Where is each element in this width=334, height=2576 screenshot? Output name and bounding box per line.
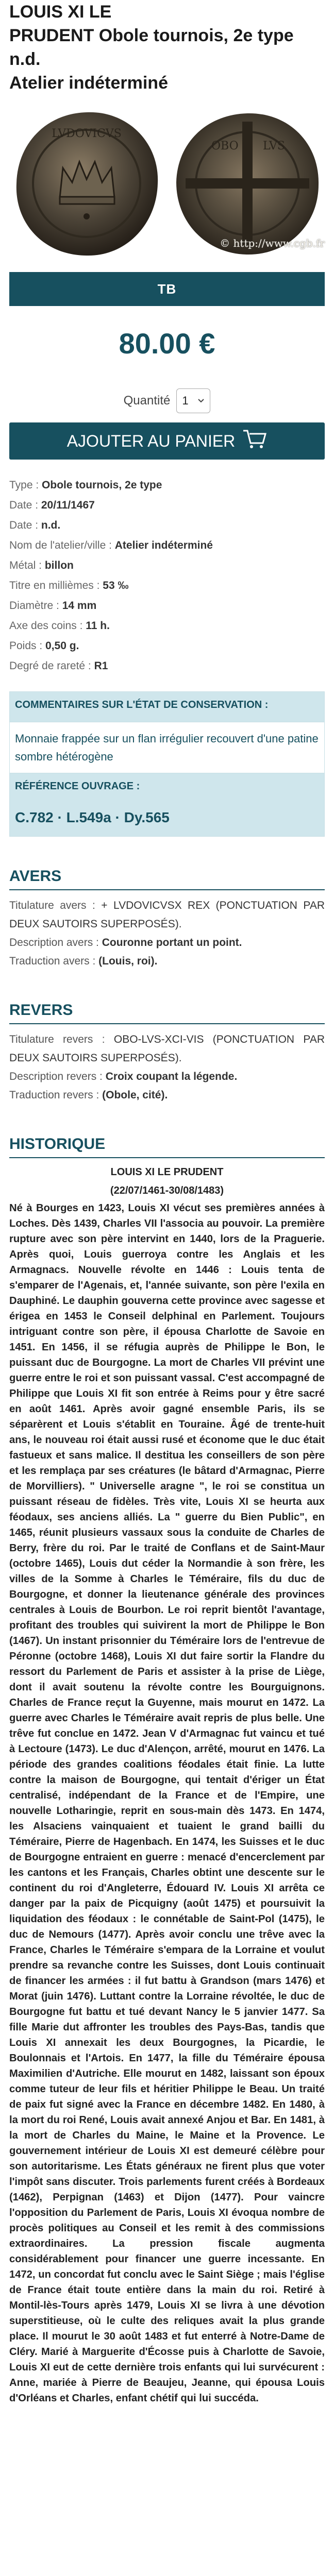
attr-weight: Poids : 0,50 g. [9,640,79,652]
historique-divider [9,1157,325,1158]
attr-axis: Axe des coins : 11 h. [9,620,110,632]
revers-titulature: Titulature revers : OBO-LVS-XCI-VIS (PONCTUATION PAR DEUX SAUTOIRS SUPERPOSÉS). [9,1033,325,1064]
conservation-text: Monnaie frappée sur un flan irrégulier recouvert d'une patine sombre hétérogène [10,722,324,773]
cart-icon [242,429,267,453]
quantity-select[interactable] [176,388,210,413]
historique-text: Né à Bourges en 1423, Louis XI vécut ses premières années à Loches. Dès 1439, Charles VII l'associa au pouvoir. La première rupture avec son père intervint en 1440, lors de la Praguerie. Après quoi, Louis guerroya contre les Anglais et les Armagnacs. Nouvelle révolte en 1446 : Louis tenta de s'emparer de l'Agenais, et, l'année suivante, son père l'exila en Dauphiné. Le dauphin gouverna cette province avec sagesse et érigea en 1453 le Conseil delphinal en Parlement. Toujours intriguant contre son père, il épousa Charlotte de Savoie en 1451. En 1456, il se réfugia auprès de Philippe le Bon, le puissant duc de Bourgogne. La mort de Charles VII prévint une guerre entre le roi et son puissant vassal. C'est accompagné de Philippe que Louis XI fit son entrée à Reims pour y être sacré en août 1461. Après avoir gagné ensemble Paris, ils se séparèrent et Louis s'établit en Touraine. Âgé de trente-huit ans, le nouveau roi était aussi rusé et économe que le duc était fastueux et sans malice. Il destitua les conseillers de son père et les remplaça par ses créatures (le bâtard d'Armagnac, Pierre de Morvilliers). " Universelle aragne ", le roi se constitua un puissant réseau de fidèles. Très vite, Louis XI se heurta aux féodaux, ses anciens alliés. La " guerre du Bien Public", en 1465, réunit plusieurs vassaux sous la conduite de Charles de Berry, frère du roi. Par le traité de Conflans et de Saint-Maur (octobre 1465), Louis dut céder la Normandie à son frère, les villes de la Somme à Charles le Téméraire, fils du duc de Bourgogne, et donner la lieutenance générale des provinces centrales à Louis de Bourbon. Le roi reprit bientôt l'avantage, profitant des troubles qui suivirent la mort de Philippe le Bon (1467). Un instant prisonnier du Téméraire lors de l'entrevue de Péronne (octobre 1468), Louis XI dut faire sortir la Flandre du ressort du Parlement de Paris et assister à la prise de Liège, dont il avait soutenu la révolte contre les Bourguignons. Charles de France reçut la Guyenne, mais mourut en 1472. La guerre avec Charles le Téméraire avait repris de plus belle. Une trêve fut conclue en 1472. Jean V d'Armagnac fut vaincu et tué à Lectoure (1473). Le duc d'Alençon, arrêté, mourut en 1476. La période des grandes coalitions féodales était finie. La lutte contre la maison de Bourgogne, qui tentait d'ériger un État centralisé, indépendant de la France et de l'Empire, une nouvelle Lotharingie, reprit en sous-main dès 1473. En 1474, les Alsaciens vainquaient et tuaient le grand bailli du Téméraire, Pierre de Hagenbach. En 1474, les Suisses et le duc de Bourgogne entraient en guerre : menacé d'encerclement par les cantons et les Français, Charles obtint une descente sur le continent du roi d'Angleterre, Édouard IV. Louis XI arrêta ce danger par la paix de Picquigny (août 1475) et poursuivit la liquidation des féodaux : le connétable de Saint-Pol (1475), le duc de Nemours (1477). Après avoir conclu une trêve avec la France, Charles le Téméraire s'empara de la Lorraine et voulut prendre sa revanche contre les Suisses, dont Louis continuait de financer les armées : il fut battu à Grandson (mars 1476) et Morat (juin 1476). Luttant contre la Lorraine révoltée, le duc de Bourgogne fut battu et tué devant Nancy le 5 janvier 1477. Sa fille Marie dut affronter les troubles des Pays-Bas, tandis que Louis XI annexait les deux Bourgognes, la Picardie, le Boulonnais et l'Artois. En 1477, la fille du Téméraire épousa Maximilien d'Autriche. Elle mourut en 1482, laissant son époux comme tuteur de leur fils et héritier Philippe le Beau. Un traité de paix fut signé avec la France en décembre 1482. En 1480, à la mort du roi René, Louis avait annexé Anjou et Bar. En 1481, à la mort de Charles du Maine, le Maine et la Provence. Le gouvernement intérieur de Louis XI est demeuré célèbre pour son autoritarisme. Les États généraux ne firent plus que voter l'impôt sans discuter. Trois parlements furent créés à Bordeaux (1462), Perpignan (1463) et Dijon (1477). Pour vaincre l'opposition du Parlement de Paris, Louis XI évoqua nombre de procès politiques au Conseil et les remit à des commissions extraordinaires. La pression fiscale augmenta considérablement pour financer une guerre incessante. En 1472, un concordat fut conclu avec le Saint Siège ; mais l'église de France était toute entière dans la main du roi. Retiré à Montil-lès-Tours après 1479, Louis XI se livra à une dévotion superstitieuse, où le culte des reliques avait la plus grande place. Il mourut le 30 août 1483 et fut enterré à Notre-Dame de Cléry. Marié à Marguerite d'Écosse puis à Charlotte de Savoie, Louis XI eut de cette dernière trois enfants qui lui survécurent : Anne, mariée à Pierre de Beaujeu, Jeanne, qui épousa Louis d'Orléans et Charles, enfant chétif qui lui succéda. [9,1202,325,2404]
historique-name: LOUIS XI LE PRUDENT [110,1166,224,1178]
quantity-row [9,385,325,416]
price: 80.00 € [119,327,215,360]
attr-mint: Nom de l'atelier/ville : Atelier indéterminé [9,539,213,551]
attr-diameter: Diamètre : 14 mm [9,600,97,612]
crown-icon [9,106,164,261]
conservation-heading: COMMENTAIRES SUR L'ÉTAT DE CONSERVATION : [10,692,324,722]
quantity-value: 1 [182,394,189,407]
conservation-box [9,691,325,837]
attr-metal: Métal : billon [9,560,74,571]
chevron-down-icon [197,394,205,408]
reference-values: C.782 · L.549a · Dy.565 [10,803,324,836]
watermark: © http://www.cgb.fr [220,237,325,249]
quantity-label: Quantité [123,394,171,408]
coin-obverse-image[interactable] [9,106,164,261]
attr-date-2: Date : n.d. [9,519,61,531]
add-to-cart-button[interactable] [9,422,325,460]
title-line-3: Atelier indéterminé [9,73,168,93]
avers-divider [9,889,325,890]
avers-description: Description avers : Couronne portant un point. [9,937,242,948]
historique-dates: (22/07/1461-30/08/1483) [110,1185,224,1196]
attr-fineness: Titre en millièmes : 53 ‰ [9,580,129,591]
attr-date: Date : 20/11/1467 [9,499,95,511]
revers-traduction: Traduction revers : (Obole, cité). [9,1089,168,1101]
grade-badge: TB [9,272,325,306]
add-to-cart-label: AJOUTER AU PANIER [66,431,236,450]
svg-text:LVS: LVS [263,140,285,152]
attr-type: Type : Obole tournois, 2e type [9,479,162,491]
attribute-list [9,475,325,676]
product-title [9,0,325,95]
svg-text:OBO: OBO [211,140,239,152]
svg-text:LVDOVICVS: LVDOVICVS [52,127,122,140]
revers-divider [9,1023,325,1024]
reference-heading: RÉFÉRENCE OUVRAGE : [10,773,324,803]
revers-title: REVERS [9,1002,73,1019]
title-line-2: PRUDENT Obole tournois, 2e type n.d. [9,26,294,69]
title-line-1: LOUIS XI LE [9,2,112,22]
avers-traduction: Traduction avers : (Louis, roi). [9,955,158,967]
avers-title: AVERS [9,868,62,885]
avers-titulature: Titulature avers : + LVDOVICVSX REX (PONCTUATION PAR DEUX SAUTOIRS SUPERPOSÉS). [9,900,325,930]
revers-description: Description revers : Croix coupant la légende. [9,1071,238,1082]
historique-title: HISTORIQUE [9,1136,106,1153]
attr-rarity: Degré de rareté : R1 [9,660,108,672]
